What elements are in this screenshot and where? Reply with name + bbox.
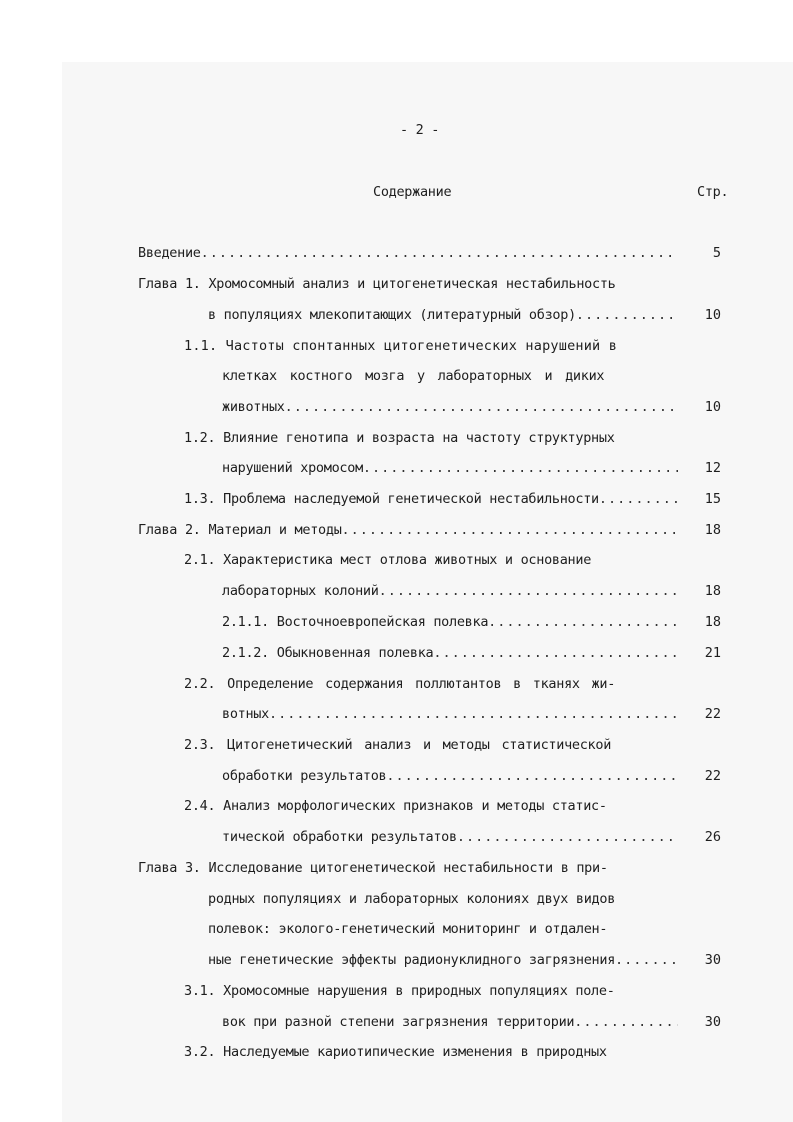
toc-entry-label: ные генетические эффекты радионуклидного загрязнения — [208, 952, 616, 968]
toc-entry-label: 2.1.2. Обыкновенная полевка — [222, 645, 434, 661]
leader-dots — [457, 829, 678, 845]
toc-page-number: 10 — [704, 307, 721, 323]
toc-entry-label: животных — [222, 399, 285, 415]
toc-page-number: 12 — [704, 460, 721, 476]
toc-entry-label: нарушений хромосом — [222, 460, 363, 476]
toc-section-2-1-line1[interactable]: 2.1. Характеристика мест отлова животных и основание — [184, 552, 592, 568]
toc-section-1-1-line1[interactable]: 1.1. Частоты спонтанных цитогенетических нарушений в — [184, 338, 618, 354]
toc-page-number: 18 — [704, 614, 721, 630]
toc-page-number: 18 — [704, 583, 721, 599]
toc-section-2-2-line1[interactable]: 2.2. Определение содержания поллютантов в тканях жи- — [184, 676, 616, 692]
toc-subsection-2-1-1[interactable] — [222, 613, 678, 631]
toc-section-3-1-line1[interactable]: 3.1. Хромосомные нарушения в природных популяциях поле- — [184, 983, 615, 999]
toc-page-number: 30 — [704, 952, 721, 968]
toc-entry-label: Глава 2. Материал и методы — [138, 522, 342, 538]
leader-dots — [201, 245, 678, 261]
toc-entry-label: 2.1.1. Восточноевропейская полевка — [222, 614, 489, 630]
leader-dots — [576, 307, 678, 323]
toc-entry-label: лабораторных колоний — [222, 583, 379, 599]
toc-section-2-4-line2[interactable] — [222, 828, 678, 846]
toc-entry-label: обработки результатов — [222, 768, 387, 784]
toc-chapter-1-line1[interactable]: Глава 1. Хромосомный анализ и цитогенетическая нестабильность — [138, 276, 616, 292]
leader-dots — [363, 460, 678, 476]
toc-page-number: 15 — [704, 491, 721, 507]
toc-page-number: 22 — [704, 768, 721, 784]
toc-page-number: 10 — [704, 399, 721, 415]
toc-section-2-3-line1[interactable]: 2.3. Цитогенетический анализ и методы статистической — [184, 737, 612, 753]
toc-chapter-3-line4[interactable] — [208, 951, 678, 969]
toc-page-number: 21 — [704, 645, 721, 661]
leader-dots — [574, 1014, 678, 1030]
toc-section-2-2-line2[interactable] — [222, 705, 678, 723]
toc-entry-label: вотных — [222, 706, 269, 722]
page-column-label: Стр. — [697, 184, 729, 200]
toc-heading: Содержание — [373, 184, 452, 200]
toc-entry-label: вок при разной степени загрязнения территории — [222, 1014, 575, 1030]
toc-page-number: 30 — [704, 1014, 721, 1030]
leader-dots — [386, 768, 678, 784]
toc-section-3-2-line1[interactable]: 3.2. Наследуемые кариотипические изменения в природных — [184, 1044, 607, 1060]
toc-chapter-3-line1[interactable]: Глава 3. Исследование цитогенетической нестабильности в при- — [138, 860, 608, 876]
toc-page-number: 22 — [704, 706, 721, 722]
toc-entry-label: Введение — [138, 245, 201, 261]
leader-dots — [599, 491, 678, 507]
toc-page-number: 26 — [704, 829, 721, 845]
toc-chapter-3-line2[interactable]: родных популяциях и лабораторных колониях двух видов — [208, 891, 616, 907]
leader-dots — [379, 583, 678, 599]
toc-page-number: 5 — [712, 245, 721, 261]
leader-dots — [285, 399, 678, 415]
toc-chapter-3-line3[interactable]: полевок: эколого-генетический мониторинг и отдален- — [208, 921, 608, 937]
leader-dots — [269, 706, 678, 722]
toc-section-1-2-line1[interactable]: 1.2. Влияние генотипа и возраста на частоту структурных — [184, 430, 615, 446]
toc-section-1-2-line2[interactable] — [222, 459, 678, 477]
toc-section-3-1-line2[interactable] — [222, 1013, 678, 1031]
toc-section-2-3-line2[interactable] — [222, 767, 678, 785]
toc-section-2-1-line2[interactable] — [222, 582, 678, 600]
toc-section-1-1-line2[interactable]: клетках костного мозга у лабораторных и диких — [222, 368, 605, 384]
toc-chapter-2[interactable] — [138, 521, 678, 539]
leader-dots — [615, 952, 678, 968]
toc-section-1-3[interactable] — [184, 490, 678, 508]
toc-page-number: 18 — [704, 522, 721, 538]
toc-entry-label: тической обработки результатов — [222, 829, 457, 845]
page-number: - 2 - — [400, 122, 440, 138]
leader-dots — [433, 645, 678, 661]
leader-dots — [488, 614, 678, 630]
toc-subsection-2-1-2[interactable] — [222, 644, 678, 662]
toc-entry-intro[interactable] — [138, 244, 678, 262]
toc-section-2-4-line1[interactable]: 2.4. Анализ морфологических признаков и методы статис- — [184, 798, 607, 814]
toc-section-1-1-line3[interactable] — [222, 398, 678, 416]
toc-chapter-1-line2[interactable] — [208, 306, 678, 324]
toc-entry-label: в популяциях млекопитающих (литературный обзор) — [208, 307, 576, 323]
leader-dots — [342, 522, 678, 538]
toc-entry-label: 1.3. Проблема наследуемой генетической нестабильности — [184, 491, 599, 507]
